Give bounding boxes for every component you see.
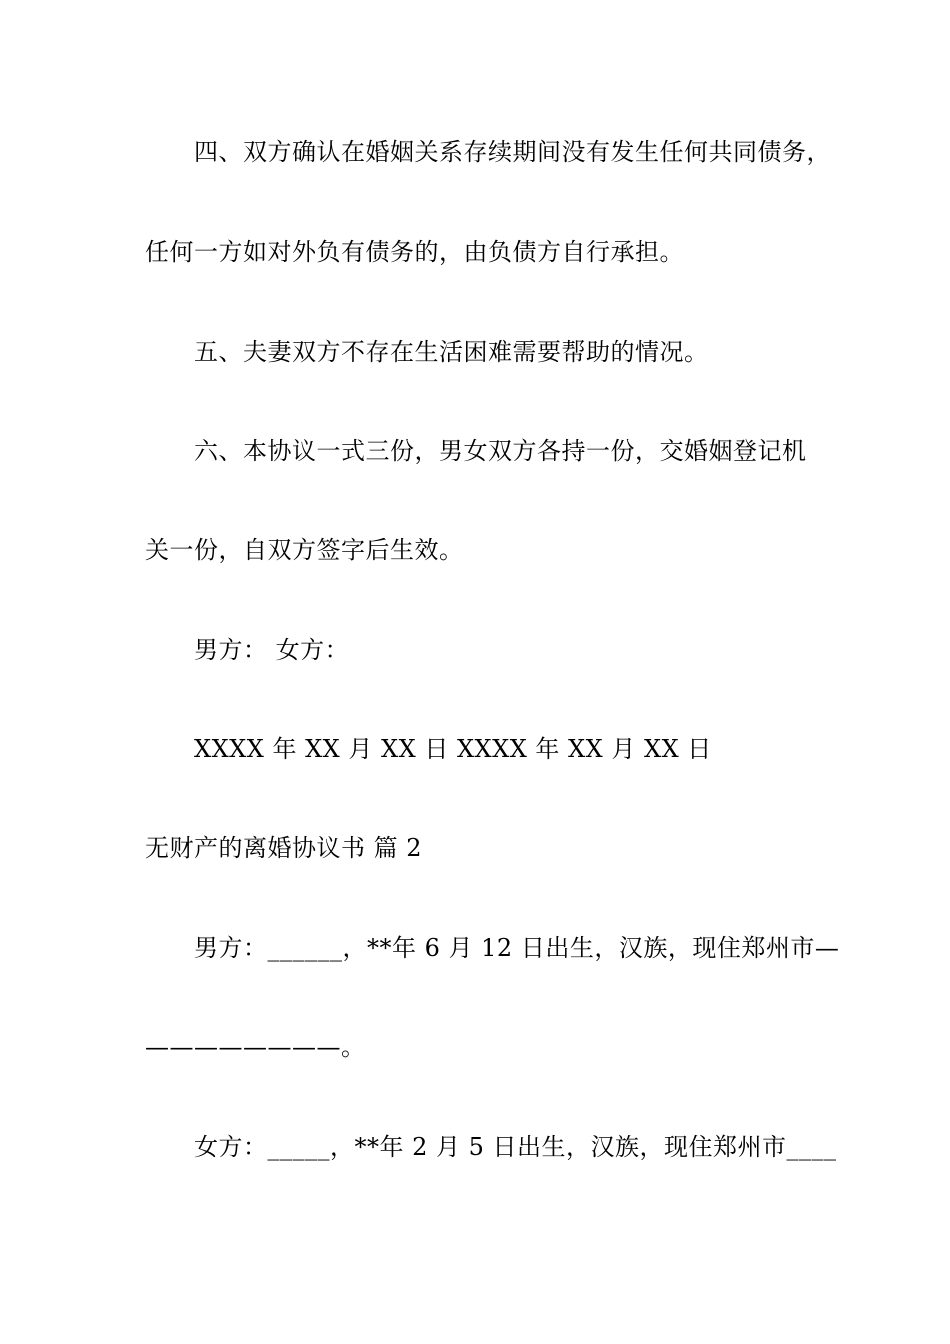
female-party-line-1: 女方：_____，**年 2 月 5 日出生，汉族，现住郑州市____: [194, 1133, 837, 1161]
paragraph-four-line-1: 四、双方确认在婚姻关系存续期间没有发生任何共同债务，: [194, 138, 831, 166]
paragraph-six-line-2: 关一份，自双方签字后生效。: [145, 536, 464, 564]
male-party-line-1: 男方：______，**年 6 月 12 日出生，汉族，现住郑州市—: [194, 934, 840, 962]
signature-dates: XXXX 年 XX 月 XX 日 XXXX 年 XX 月 XX 日: [194, 735, 712, 763]
signature-labels: 男方： 女方：: [194, 636, 350, 664]
paragraph-six-line-1: 六、本协议一式三份，男女双方各持一份，交婚姻登记机: [194, 437, 807, 465]
paragraph-four-line-2: 任何一方如对外负有债务的，由负债方自行承担。: [145, 238, 684, 266]
male-party-line-2: ————————。: [145, 1033, 366, 1061]
section-title: 无财产的离婚协议书 篇 2: [145, 834, 423, 862]
paragraph-five: 五、夫妻双方不存在生活困难需要帮助的情况。: [194, 338, 709, 366]
